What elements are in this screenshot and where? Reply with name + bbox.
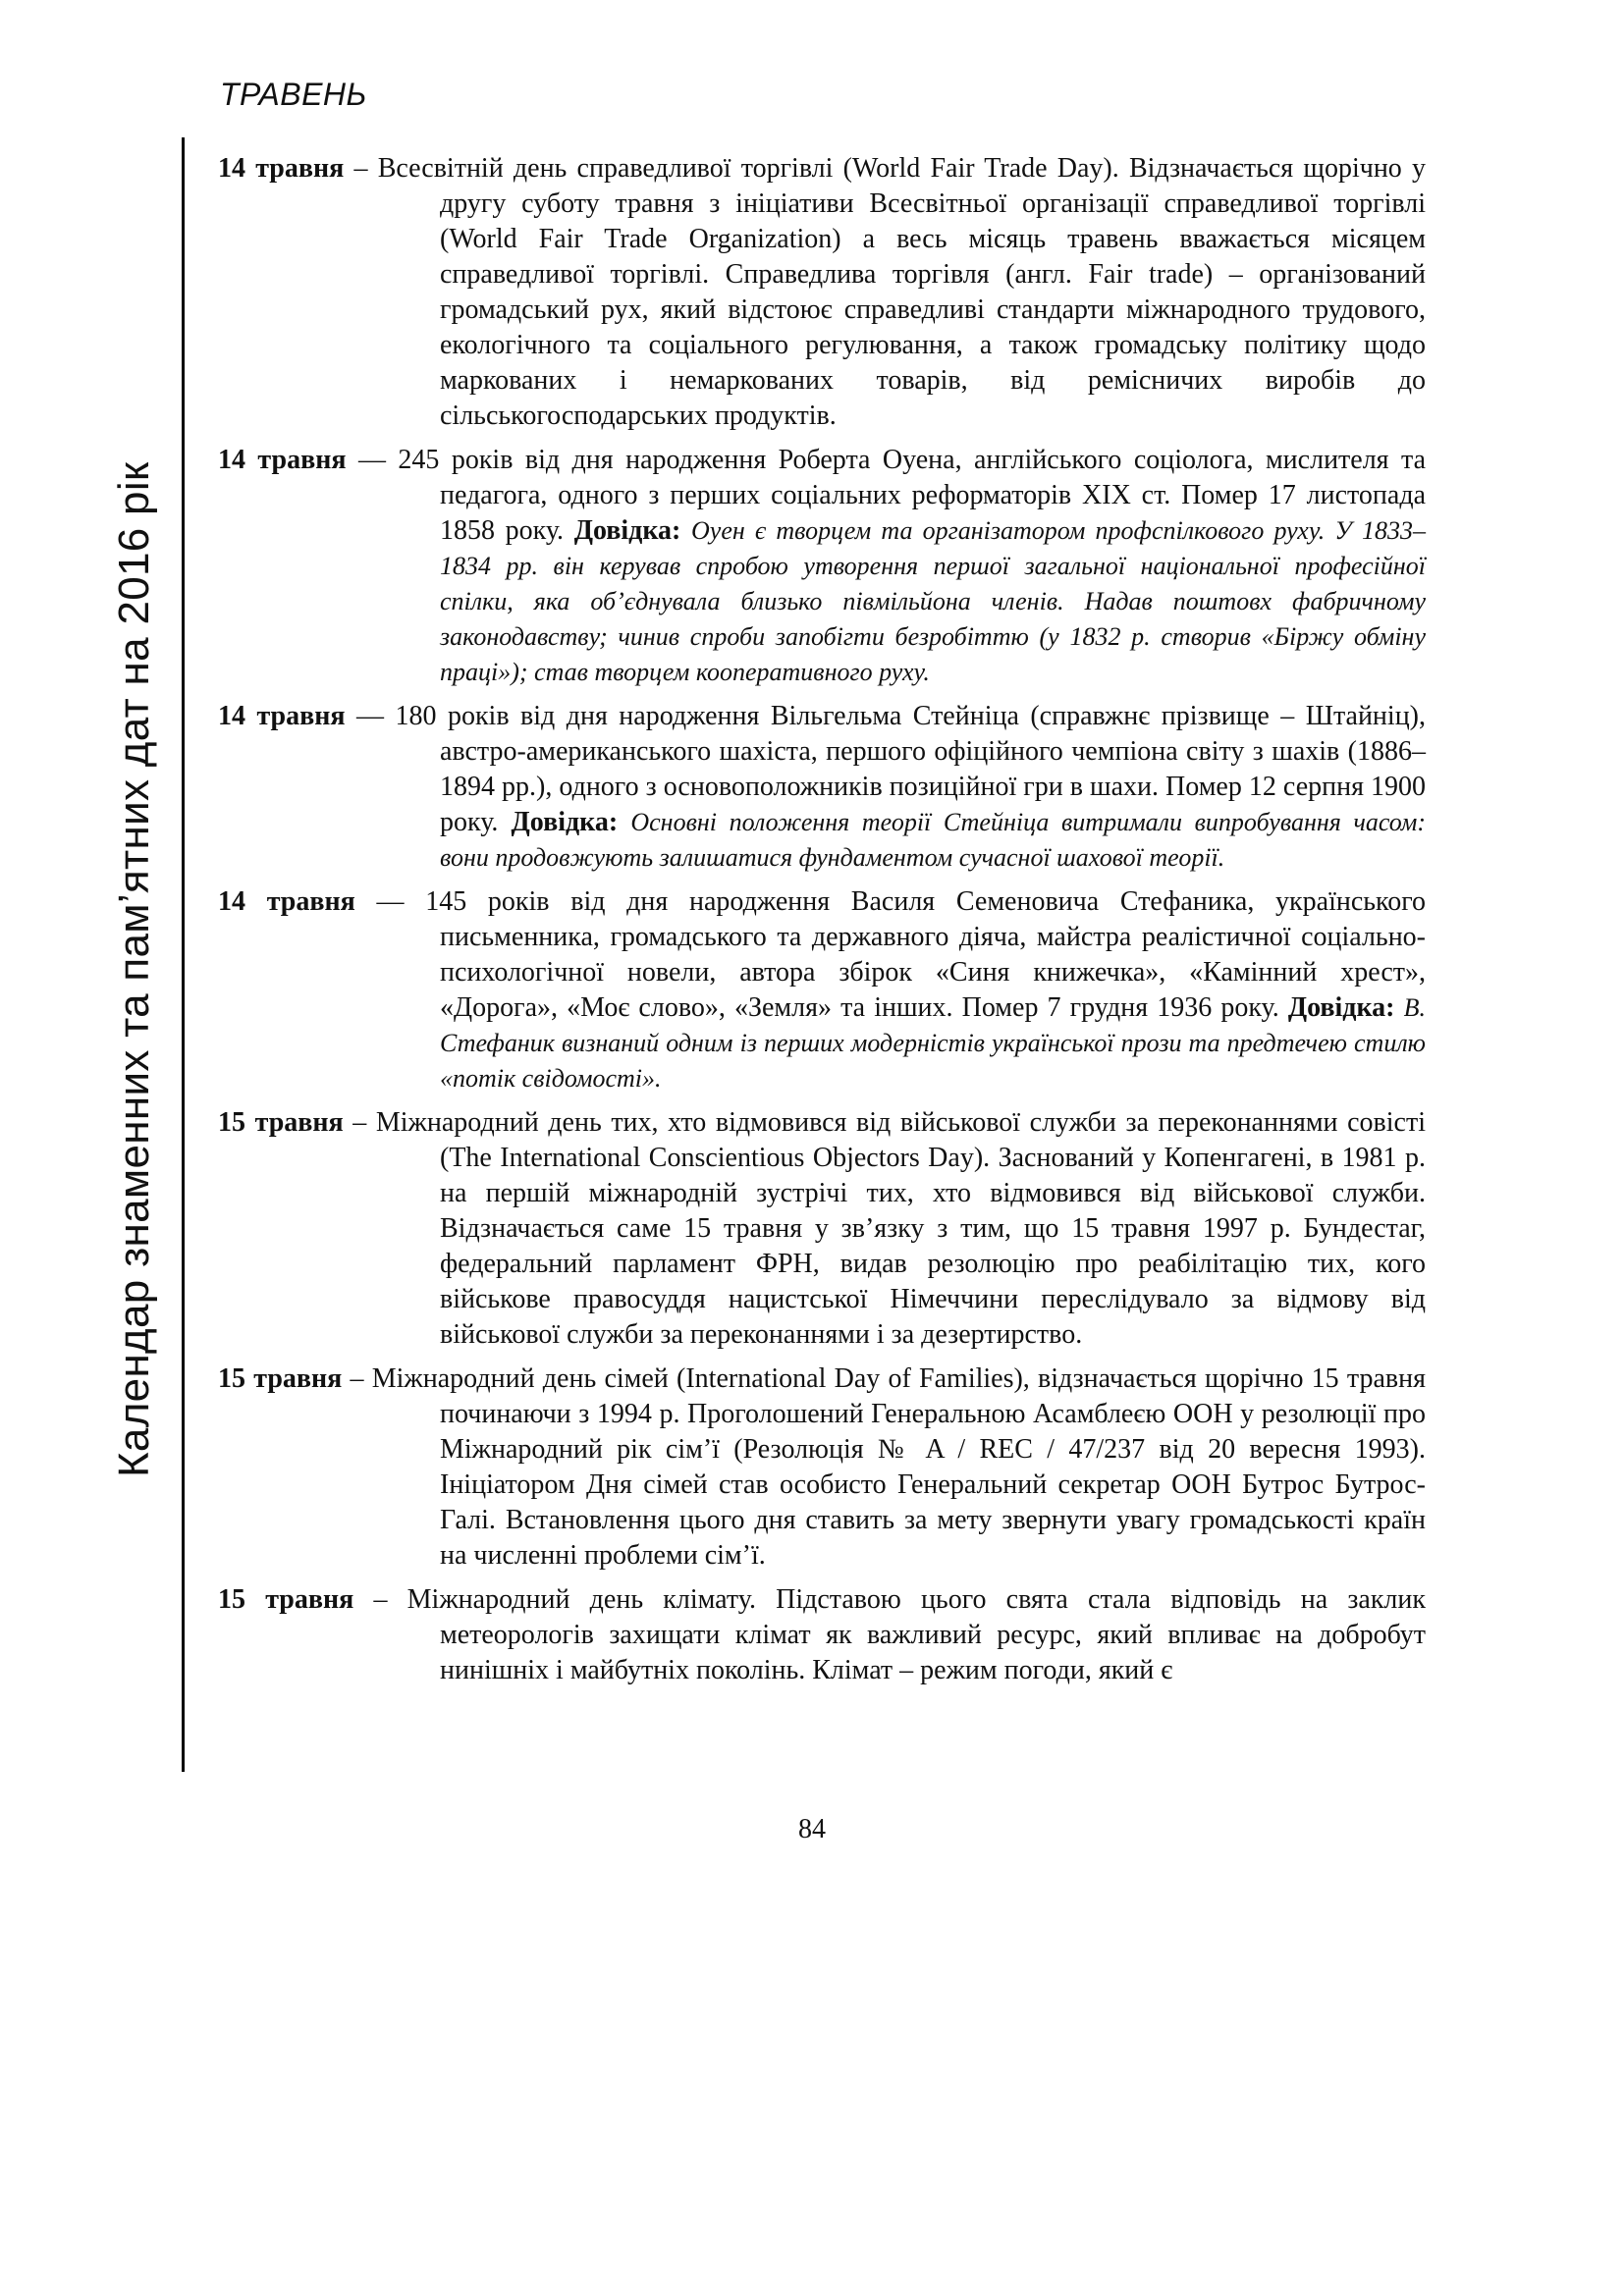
note-label: Довідка: (511, 807, 619, 837)
entry-text: 145 років від дня народження Василя Семеновича Стефаника, українського письменника, громадського та державного діяча, майстра реалістичної соціально-психологічної новели, автора збірок «Синя книжечка», «Камінний хрест», «Дорога», «Моє слово», «Земля» та інших. Помер 7 грудня 1936 року. (425, 886, 1427, 1023)
page-number: 84 (798, 1814, 826, 1844)
entry-dash: – (344, 153, 378, 184)
entry-text: Всесвітній день справедливої торгівлі (World Fair Trade Day). Відзначається щорічно у другу суботу травня з ініціативи Всесвітньої організації справедливої торгівлі (World Fair Trade Organization) а весь місяць травень вважається місяцем справедливої торгівлі. Справедлива торгівля (англ. Fair trade) – організований громадський рух, який відстоює справедливі стандарти міжнародного трудового, екологічного та соціального регулювання, а також громадську політику щодо маркованих і немаркованих товарів, від ремісничих виробів до сільськогосподарських продуктів. (377, 153, 1427, 431)
entry-international-climate-day (218, 1582, 1426, 1688)
entries-list (218, 151, 1426, 1697)
entry-text: Міжнародний день сімей (International Day of Families), відзначається щорічно 15 травня починаючи з 1994 р. Проголошений Генеральною Асамблеєю ООН у резолюції про Міжнародний рік сім’ї (Резолюція № A / REC / 47/237 від 20 вересня 1993). Ініціатором Дня сімей став особисто Генеральний секретар ООН Бутрос Бутрос-Галі. Встановлення цього дня ставить за мету звернути увагу громадськості країн на численні проблеми сім’ї. (371, 1363, 1426, 1571)
entry-vasyl-stefanyk (218, 884, 1426, 1096)
entry-dash: — (354, 886, 426, 917)
note-text: Оуен є творцем та організатором профспілкового руху. У 1833–1834 рр. він керував спробою утворення першої загальної національної професійної спілки, яка об’єднувала близько півмільйона членів. Надав поштовх фабричному законодавству; чинив спроби запобігти безробіттю (у 1832 р. створив «Біржу обміну праці»); став творцем кооперативного руху. (440, 516, 1427, 686)
entry-dash: – (343, 1107, 376, 1138)
note-label: Довідка: (573, 515, 681, 546)
entry-world-fair-trade-day (218, 151, 1426, 434)
entry-dash: — (345, 701, 396, 731)
entry-conscientious-objectors-day (218, 1105, 1426, 1353)
entry-date: 14 травня (218, 886, 355, 917)
side-rule (182, 137, 185, 1772)
note-label: Довідка: (1287, 992, 1395, 1023)
entry-date: 15 травня (218, 1363, 343, 1394)
entry-wilhelm-steinitz (218, 699, 1426, 876)
entry-text: Міжнародний день клімату. Підставою цього свята стала відповідь на заклик метеорологів захищати клімат як важливий ресурс, який впливає на добробут нинішніх і майбутніх поколінь. Клімат – режим погоди, який є (406, 1584, 1426, 1685)
note-text: Основні положення теорії Стейніца витримали випробування часом: вони продовжують залишатися фундаментом сучасної шахової теорії. (440, 808, 1427, 872)
entry-robert-owen (218, 443, 1426, 690)
entry-dash: — (346, 445, 399, 475)
entry-text: 245 років від дня народження Роберта Оуена, англійського соціолога, мислителя та педагога, одного з перших соціальних реформаторів XIX ст. Помер 17 листопада 1858 року. (398, 445, 1427, 546)
note-text: В. Стефаник визнаний одним із перших модерністів української прози та предтечею стилю «потік свідомості». (440, 993, 1427, 1093)
entry-date: 15 травня (218, 1584, 354, 1615)
side-title: Календар знаменних та пам’ятних дат на 2016 рік (110, 461, 158, 1477)
entry-date: 15 травня (218, 1107, 344, 1138)
entry-text: 180 років від дня народження Вільгельма Стейніца (справжнє прізвище – Штайніц), австро-американського шахіста, першого офіційного чемпіона світу з шахів (1886–1894 рр.), одного з основоположників позиційної гри в шахи. Помер 12 серпня 1900 року. (395, 701, 1427, 837)
entry-international-day-of-families (218, 1362, 1426, 1574)
entry-date: 14 травня (218, 701, 346, 731)
entry-dash: – (342, 1363, 372, 1394)
entry-date: 14 травня (218, 153, 345, 184)
entry-date: 14 травня (218, 445, 347, 475)
entry-text: Міжнародний день тих, хто відмовився від військової служби за переконаннями совісті (The International Conscientious Objectors Day). Заснований у Копенгагені, в 1981 р. на першій міжнародній зустрічі тих, хто відмовився від військової служби. Відзначається саме 15 травня у зв’язку з тим, що 15 травня 1997 р. Бундестаг, федеральний парламент ФРН, видав резолюцію про реабілітацію тих, кого військове правосуддя нацистської Німеччини переслідувало за відмову від військової служби за переконаннями і за дезертирство. (375, 1107, 1427, 1350)
entry-dash: – (353, 1584, 407, 1615)
running-head: ТРАВЕНЬ (220, 77, 367, 112)
